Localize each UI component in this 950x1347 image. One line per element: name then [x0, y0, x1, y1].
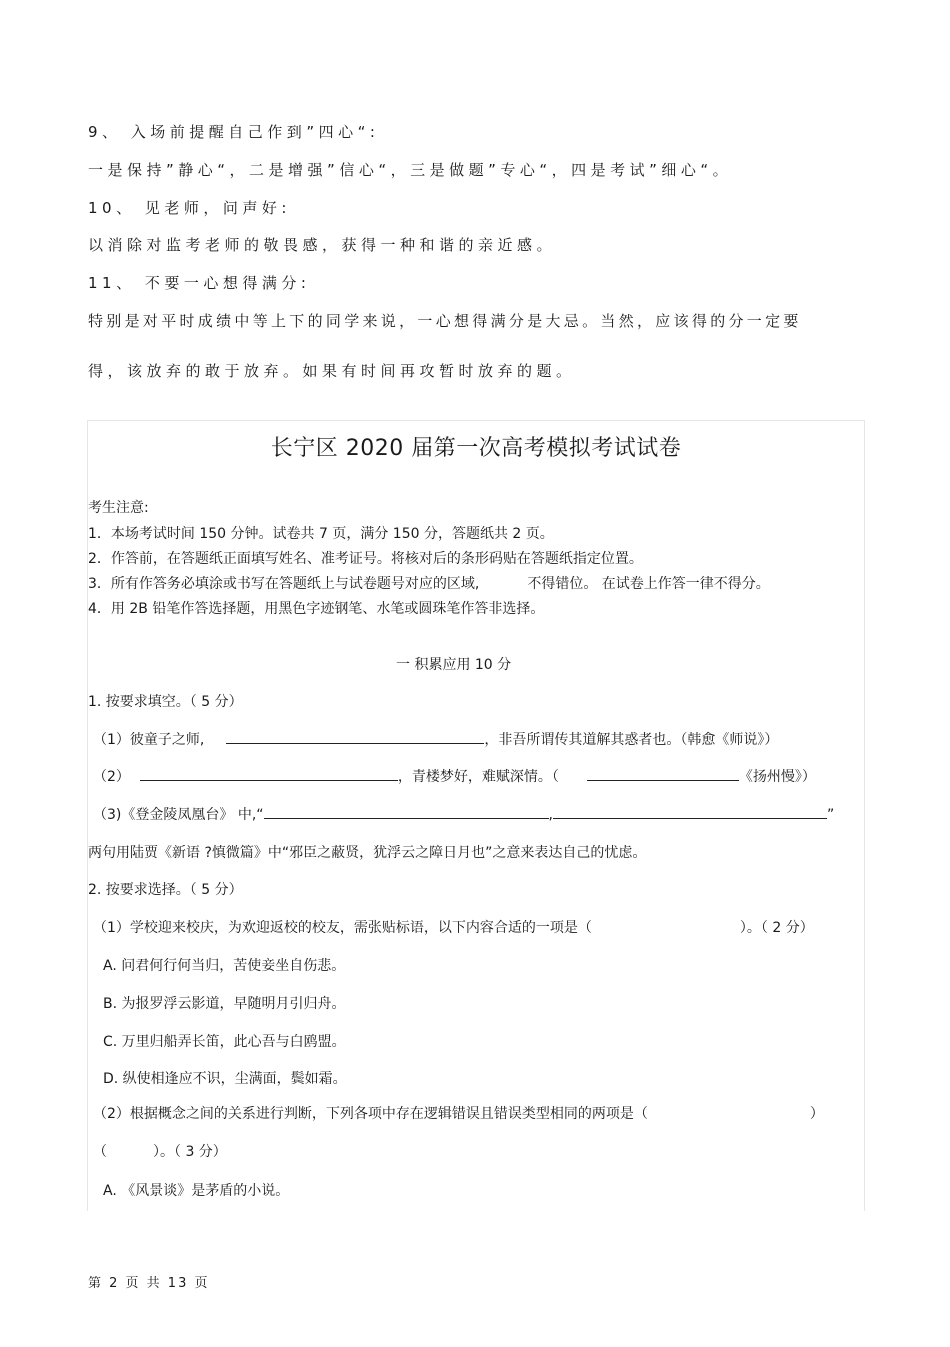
option-item: C. 万里归船弄长笛，此心吾与白鸥盟。 — [103, 1034, 346, 1050]
question-1-2-prefix: （2） — [93, 769, 130, 785]
question-1-1-prefix: （1）彼童子之师, — [93, 732, 205, 748]
question-1-3-comma: , — [548, 807, 553, 823]
exam-title: 长宁区 2020 届第一次高考模拟考试试卷 — [270, 436, 682, 461]
tip-9-title: 9、 入场前提醒自己作到”四心“: — [88, 123, 380, 141]
notice-item-1: 1．本场考试时间 150 分钟。试卷共 7 页，满分 150 分，答题纸共 2 页。 — [88, 526, 554, 542]
notice-item-3 — [88, 573, 770, 593]
question-1-3 — [93, 804, 834, 824]
question-2-2-score: ）。（ 3 分） — [153, 1144, 227, 1160]
question-1-1 — [93, 729, 778, 749]
question-2-title: 2. 按要求选择。（ 5 分） — [88, 882, 243, 898]
tip-11-body-line2: 得，该放弃的敢于放弃。如果有时间再攻暂时放弃的题。 — [88, 362, 576, 380]
tip-11-body-line1: 特别是对平时成绩中等上下的同学来说，一心想得满分是大忌。当然，应该得的分一定要 — [88, 312, 802, 330]
question-1-1-suffix: ，非吾所谓传其道解其惑者也。（韩愈《师说》） — [484, 732, 779, 748]
question-2-2 — [93, 1103, 824, 1123]
notice-item-4: 4．用 2B 铅笔作答选择题，用黑色字迹钢笔、水笔或圆珠笔作答非选择。 — [88, 601, 545, 617]
option-item: A. 《风景谈》是茅盾的小说。 — [103, 1183, 290, 1199]
tip-9-body: 一是保持”静心“，二是增强”信心“，三是做题”专心“，四是考试”细心“。 — [88, 161, 733, 179]
exam-paper-frame — [87, 420, 865, 1211]
tip-11-title: 11、 不要一心想得满分: — [88, 274, 311, 292]
question-2-1-stem: （1）学校迎来校庆，为欢迎返校的校友，需张贴标语，以下内容合适的一项是（ — [93, 920, 592, 936]
page-number: 第 2 页 共 13 页 — [88, 1276, 210, 1291]
notice-item-2: 2．作答前，在答题纸正面填写姓名、准考证号。将核对后的条形码贴在答题纸指定位置。 — [88, 551, 643, 567]
question-2-2-open: （ — [93, 1144, 107, 1160]
question-2-1 — [93, 917, 814, 937]
notice-item-3-part2: 不得错位。 在试卷上作答一律不得分。 — [527, 576, 770, 592]
question-1-2 — [93, 766, 816, 786]
answer-blank[interactable] — [226, 729, 484, 744]
notice-heading: 考生注意: — [88, 500, 149, 516]
answer-blank[interactable] — [587, 766, 739, 781]
option-item: B. 为报罗浮云影道，早随明月引归舟。 — [103, 996, 346, 1012]
option-item: A. 问君何行何当归，苦使妾坐自伤悲。 — [103, 958, 346, 974]
answer-blank[interactable] — [140, 766, 398, 781]
question-1-2-suffix: 《扬州慢》） — [738, 769, 816, 785]
section-heading: 一 积累应用 10 分 — [396, 657, 512, 673]
question-2-2-answer-line — [93, 1141, 227, 1161]
answer-blank[interactable] — [553, 804, 827, 819]
question-1-3-note: 两句用陆贾《新语 ?慎微篇》中“邪臣之蔽贤，犹浮云之障日月也”之意来表达自己的忧虑。 — [88, 845, 647, 861]
question-1-3-quote: ” — [826, 807, 835, 823]
answer-blank[interactable] — [264, 804, 549, 819]
tip-10-body: 以消除对监考老师的敬畏感，获得一种和谐的亲近感。 — [88, 236, 557, 254]
question-2-2-stem: （2）根据概念之间的关系进行判断，下列各项中存在逻辑错误且错误类型相同的两项是（ — [93, 1106, 648, 1122]
question-1-title: 1. 按要求填空。（ 5 分） — [88, 694, 243, 710]
question-1-2-middle: ，青楼梦好，难赋深情。（ — [397, 769, 559, 785]
question-2-2-close: ） — [809, 1106, 824, 1122]
notice-item-3-part1: 3．所有作答务必填涂或书写在答题纸上与试卷题号对应的区域, — [88, 576, 480, 592]
question-1-3-prefix: （3)《登金陵凤凰台》 中,“ — [93, 807, 264, 823]
option-item: D. 纵使相逢应不识，尘满面，鬓如霜。 — [103, 1071, 347, 1087]
tip-10-title: 10、 见老师，问声好: — [88, 199, 291, 217]
question-2-1-score: ）。（ 2 分） — [739, 920, 814, 936]
